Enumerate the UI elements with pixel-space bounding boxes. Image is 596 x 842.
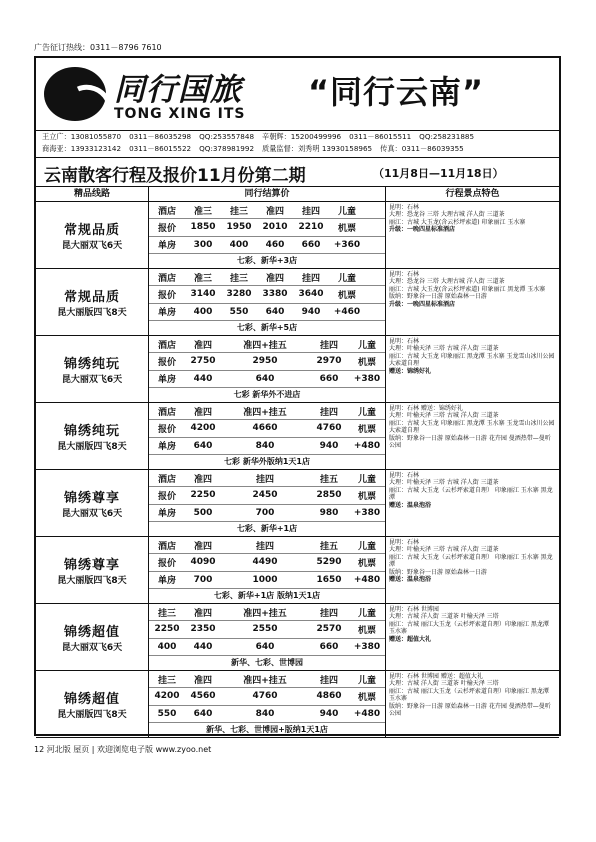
price-col-label: 准四+挂五 xyxy=(243,608,287,619)
price-cell xyxy=(149,671,386,737)
price-header-row xyxy=(149,269,385,286)
price-value: 640 xyxy=(193,440,213,451)
route-subtitle: 昆大丽双飞6天 xyxy=(61,509,123,519)
price-col-label: 挂四 xyxy=(301,206,320,217)
price-value: 4760 xyxy=(316,423,342,434)
price-row xyxy=(149,353,385,370)
price-value: 单房 xyxy=(157,241,176,252)
price-cell xyxy=(149,604,386,670)
sight-line: 赠送：锦绣好礼 xyxy=(389,367,432,375)
price-value: +480 xyxy=(353,574,381,585)
price-row xyxy=(149,371,385,388)
ad-header xyxy=(36,58,559,131)
price-value: 机票 xyxy=(337,290,356,301)
price-value: 机票 xyxy=(357,491,376,502)
price-value: 640 xyxy=(255,641,275,652)
price-value: 5290 xyxy=(316,557,342,568)
route-name-cell xyxy=(36,604,149,670)
route-row xyxy=(36,537,559,604)
sight-line: 升级：一晚四星标准酒店 xyxy=(389,300,456,308)
sights-cell xyxy=(386,671,559,737)
ad-hotline: 广告征订热线：0311－8796 7610 xyxy=(34,43,162,52)
shopping-note: 七彩、新华+1店 版纳1天1店 xyxy=(213,590,321,600)
price-value: 1850 xyxy=(190,222,216,233)
price-header-row xyxy=(149,403,385,420)
price-col-label: 挂四 xyxy=(255,541,274,552)
sight-line: 大理：叶榆天泽 三塔 古城 洋人街 三道茶 xyxy=(389,479,499,487)
price-col-label: 挂四 xyxy=(255,474,274,485)
route-row xyxy=(36,202,559,269)
sight-line: 大理：古城 洋人街 三道茶 叶榆天泽 三塔 xyxy=(389,680,499,688)
price-value: 640 xyxy=(255,373,275,384)
price-row xyxy=(149,438,385,455)
price-value: 3140 xyxy=(190,289,216,300)
price-value: 940 xyxy=(301,306,321,317)
route-name-cell xyxy=(36,537,149,603)
price-value: 4490 xyxy=(252,557,278,568)
sight-line: 昆明：石林 xyxy=(389,472,420,479)
header-routes: 精品线路 xyxy=(36,187,149,201)
route-name: 锦绣纯玩 xyxy=(63,424,120,439)
price-value: 2570 xyxy=(316,624,342,635)
sight-line: 昆明：石林 xyxy=(389,539,420,546)
sights-cell xyxy=(386,537,559,603)
price-col-label: 挂三 xyxy=(157,608,176,619)
sight-line: 赠送：温泉泡浴 xyxy=(389,576,432,584)
sight-line: 昆明：石林 世博园 赠送：超值大礼 xyxy=(389,673,483,680)
table-header xyxy=(36,187,559,202)
price-header-row xyxy=(149,671,385,688)
price-col-label: 儿童 xyxy=(357,407,376,418)
contact-item: QQ:258231885 xyxy=(419,132,475,141)
date-range: （11月8日—11月18日） xyxy=(373,167,504,180)
route-row xyxy=(36,470,559,537)
price-value: 460 xyxy=(265,239,285,250)
contact-line xyxy=(42,143,559,155)
slogan: “同行云南” xyxy=(308,73,485,111)
price-value: 550 xyxy=(229,306,249,317)
route-name-cell xyxy=(36,336,149,402)
price-value: 报价 xyxy=(157,558,176,569)
route-name-cell xyxy=(36,671,149,737)
route-subtitle: 昆大丽双飞6天 xyxy=(61,241,123,251)
price-col-label: 儿童 xyxy=(357,608,376,619)
price-header-row xyxy=(149,537,385,554)
price-col-label: 儿童 xyxy=(337,273,356,284)
header-prices: 同行结算价 xyxy=(149,187,386,201)
price-col-label: 酒店 xyxy=(157,407,176,418)
sight-line: 丽江：古城 大玉龙 印象丽江 黑龙潭 玉水寨 玉龙雪山冰川公园大索道自理 xyxy=(389,419,555,435)
price-col-label: 儿童 xyxy=(337,206,356,217)
price-row xyxy=(149,487,385,504)
sight-line: 赠送：温泉泡浴 xyxy=(389,501,432,509)
price-value: 400 xyxy=(193,306,213,317)
price-value: 640 xyxy=(193,708,213,719)
price-value: 单房 xyxy=(157,442,176,453)
price-value: 报价 xyxy=(157,290,176,301)
price-cell xyxy=(149,403,386,469)
price-value: 940 xyxy=(319,708,339,719)
price-value: 500 xyxy=(193,507,213,518)
price-row xyxy=(149,219,385,236)
shopping-note: 七彩、新华+3店 xyxy=(236,255,298,265)
price-value: 3280 xyxy=(226,289,252,300)
sight-line: 丽江：古城 丽江大玉龙（云杉坪索道自理）印象丽江 黑龙潭 玉水寨 xyxy=(389,620,549,636)
price-col-label: 儿童 xyxy=(357,340,376,351)
sight-line: 大理：恐龙谷 三塔 大理古城 洋人街 三道茶 xyxy=(389,211,505,219)
route-subtitle: 昆大丽版四飞8天 xyxy=(57,308,127,318)
sights-cell xyxy=(386,403,559,469)
route-row xyxy=(36,403,559,470)
price-value: 1650 xyxy=(316,574,342,585)
price-value: +360 xyxy=(333,239,361,250)
route-subtitle: 昆大丽版四飞8天 xyxy=(57,710,127,720)
price-value: 660 xyxy=(319,641,339,652)
page-footer: 12 河北版 屋页 | 欢迎浏览电子版 www.zyoo.net xyxy=(34,745,212,754)
price-col-label: 准四 xyxy=(193,474,212,485)
contact-item: 0311－86035298 xyxy=(129,132,192,141)
price-value: 2750 xyxy=(190,356,216,367)
route-name-cell xyxy=(36,269,149,335)
contact-line xyxy=(42,131,559,143)
sights-cell xyxy=(386,336,559,402)
price-col-label: 挂四 xyxy=(319,407,338,418)
shopping-note: 七彩、新华+1店 xyxy=(236,523,298,533)
sight-line: 大理：叶榆天泽 三塔 古城 洋人街 三道茶 xyxy=(389,412,499,420)
price-value: 4860 xyxy=(316,691,342,702)
price-col-label: 挂三 xyxy=(157,675,176,686)
price-row xyxy=(149,304,385,321)
price-value: 机票 xyxy=(357,625,376,636)
price-value: 单房 xyxy=(157,576,176,587)
price-row xyxy=(149,420,385,437)
sight-line: 赠送：超值大礼 xyxy=(389,635,432,643)
price-value: 660 xyxy=(319,373,339,384)
price-value: 640 xyxy=(265,306,285,317)
sight-line: 丽江：古城 大玉龙(含云杉坪索道) 印象丽江 黑龙潭 玉水寨 xyxy=(389,285,546,293)
sight-line: 昆明：石林 世博园 xyxy=(389,606,439,613)
price-value: 机票 xyxy=(357,424,376,435)
price-row xyxy=(149,505,385,522)
contact-item: 0311－86015511 xyxy=(349,132,412,141)
sight-line: 昆明：石林 xyxy=(389,204,420,211)
price-row xyxy=(149,639,385,656)
price-value: 2550 xyxy=(252,624,278,635)
price-value: 2850 xyxy=(316,490,342,501)
price-col-label: 准三 xyxy=(193,273,212,284)
price-value: 1000 xyxy=(252,574,278,585)
price-value: 2350 xyxy=(190,624,216,635)
price-value: 1950 xyxy=(226,222,252,233)
sight-line: 升级：一晚四星标准酒店 xyxy=(389,226,456,234)
contact-item: QQ:253557848 xyxy=(199,132,255,141)
price-value: 4090 xyxy=(190,557,216,568)
price-row xyxy=(149,572,385,589)
price-value: 700 xyxy=(255,507,275,518)
sight-line: 丽江：古城 大玉龙（云杉坪索道自理） 印象丽江 玉水寨 黑龙潭 xyxy=(389,486,553,502)
price-col-label: 准四 xyxy=(265,273,284,284)
page-title: 云南散客行程及报价11月份第二期 xyxy=(44,166,306,186)
price-value: 940 xyxy=(319,440,339,451)
price-col-label: 挂四 xyxy=(319,675,338,686)
price-cell xyxy=(149,470,386,536)
price-value: +480 xyxy=(353,440,381,451)
price-value: +460 xyxy=(333,306,361,317)
sight-line: 昆明：石林 xyxy=(389,271,420,278)
price-col-label: 准四 xyxy=(193,675,212,686)
price-value: 2970 xyxy=(316,356,342,367)
contact-item: 辛朝辉：15200499996 xyxy=(262,132,342,141)
price-row xyxy=(149,286,385,303)
price-value: 660 xyxy=(301,239,321,250)
price-col-label: 准四 xyxy=(193,340,212,351)
price-value: 4760 xyxy=(252,691,278,702)
ad-frame xyxy=(34,56,561,736)
price-value: 单房 xyxy=(157,509,176,520)
contact-item: 王立广：13081055870 xyxy=(42,132,122,141)
price-value: 2450 xyxy=(252,490,278,501)
price-value: +380 xyxy=(353,641,381,652)
price-value: 机票 xyxy=(357,558,376,569)
price-value: 报价 xyxy=(157,424,176,435)
price-cell xyxy=(149,269,386,335)
price-header-row xyxy=(149,202,385,219)
price-value: 840 xyxy=(255,440,275,451)
price-value: 4200 xyxy=(190,423,216,434)
price-value: 3380 xyxy=(262,289,288,300)
price-value: 400 xyxy=(157,641,177,652)
price-col-label: 儿童 xyxy=(357,541,376,552)
price-cell xyxy=(149,202,386,268)
price-header-row xyxy=(149,604,385,621)
price-row xyxy=(149,554,385,571)
price-value: 440 xyxy=(193,373,213,384)
sight-line: 丽江：古城 丽江大玉龙（云杉坪索道自理）印象丽江 黑龙潭 玉水寨 xyxy=(389,687,549,703)
route-name-cell xyxy=(36,470,149,536)
price-value: 2210 xyxy=(298,222,324,233)
price-col-label: 挂五 xyxy=(319,541,338,552)
sight-line: 丽江：古城 大玉龙(含云杉坪索道) 印象丽江 玉水寨 xyxy=(389,218,526,226)
sight-line: 大理：叶榆天泽 三塔 古城 洋人街 三道茶 xyxy=(389,345,499,353)
sight-line: 丽江：古城 大玉龙（云杉坪索道自理） 印象丽江 玉水寨 黑龙潭 xyxy=(389,553,553,569)
price-value: 机票 xyxy=(337,223,356,234)
price-col-label: 挂三 xyxy=(229,273,248,284)
price-cell xyxy=(149,336,386,402)
route-name-cell xyxy=(36,403,149,469)
price-row xyxy=(149,621,385,638)
price-col-label: 准四+挂五 xyxy=(243,407,287,418)
shopping-note: 七彩 新华外版纳1天1店 xyxy=(224,456,310,466)
price-value: 机票 xyxy=(357,357,376,368)
route-row xyxy=(36,269,559,336)
sight-line: 版纳：野象谷一日游 原始森林一日游 花卉园 曼洒热带—曼听公园 xyxy=(389,702,551,718)
contact-item: 商海亚：13933123142 xyxy=(42,144,122,153)
price-cell xyxy=(149,537,386,603)
price-value: 4560 xyxy=(190,691,216,702)
sight-line: 版纳：野象谷一日游 原始森林一日游 xyxy=(389,293,487,301)
route-row xyxy=(36,671,559,738)
price-col-label: 准四 xyxy=(193,407,212,418)
brand-name-en: TONG XING ITS xyxy=(114,106,246,122)
shopping-note: 新华、七彩、世博园 xyxy=(231,657,303,667)
price-col-label: 准四 xyxy=(193,541,212,552)
contact-item: 质量监督：刘秀明 13930158965 xyxy=(262,144,373,153)
shopping-note: 新华、七彩、世博园+版纳1天1店 xyxy=(206,724,328,734)
price-value: +480 xyxy=(353,708,381,719)
price-value: 单房 xyxy=(157,375,176,386)
price-value: 3640 xyxy=(298,289,324,300)
price-value: 4660 xyxy=(252,423,278,434)
company-logo-icon xyxy=(44,67,106,121)
price-col-label: 挂四 xyxy=(301,273,320,284)
price-col-label: 酒店 xyxy=(157,541,176,552)
price-value: 2250 xyxy=(190,490,216,501)
price-value: 2250 xyxy=(154,624,180,635)
price-value: +380 xyxy=(353,507,381,518)
shopping-note: 七彩、新华+5店 xyxy=(236,322,298,332)
sights-cell xyxy=(386,269,559,335)
price-col-label: 准四+挂五 xyxy=(243,340,287,351)
price-value: 550 xyxy=(157,708,177,719)
sight-line: 丽江：古城 大玉龙 印象丽江 黑龙潭 玉水寨 玉龙雪山冰川公园大索道自理 xyxy=(389,352,555,368)
route-name: 锦绣超值 xyxy=(63,625,120,640)
route-subtitle: 昆大丽版四飞8天 xyxy=(57,576,127,586)
price-col-label: 酒店 xyxy=(157,340,176,351)
route-row xyxy=(36,604,559,671)
route-row xyxy=(36,336,559,403)
price-value: 机票 xyxy=(357,692,376,703)
title-row xyxy=(36,158,559,187)
sight-line: 昆明：石林 xyxy=(389,338,420,345)
sight-line: 大理：叶榆天泽 三塔 古城 洋人街 三道茶 xyxy=(389,546,499,554)
contact-item: 0311－86015522 xyxy=(129,144,192,153)
route-name-cell xyxy=(36,202,149,268)
sights-cell xyxy=(386,202,559,268)
contact-item: QQ:378981992 xyxy=(199,144,255,153)
header-sights: 行程景点特色 xyxy=(445,189,500,199)
price-col-label: 酒店 xyxy=(157,273,176,284)
price-value: 报价 xyxy=(157,491,176,502)
route-name: 锦绣尊享 xyxy=(63,558,120,573)
contact-item: 传真：0311－86039355 xyxy=(380,144,464,153)
price-row xyxy=(149,706,385,723)
route-name: 锦绣尊享 xyxy=(63,491,120,506)
price-col-label: 准三 xyxy=(193,206,212,217)
price-value: 报价 xyxy=(157,357,176,368)
price-value: 4200 xyxy=(154,691,180,702)
price-col-label: 儿童 xyxy=(357,474,376,485)
price-value: 2950 xyxy=(252,356,278,367)
sight-line: 昆明：石林 赠送：锦绣好礼 xyxy=(389,405,463,412)
price-value: 840 xyxy=(255,708,275,719)
price-value: 报价 xyxy=(157,223,176,234)
price-value: 700 xyxy=(193,574,213,585)
price-col-label: 酒店 xyxy=(157,474,176,485)
price-header-row xyxy=(149,336,385,353)
price-col-label: 挂五 xyxy=(319,474,338,485)
sight-line: 大理：恐龙谷 三塔 大理古城 洋人街 三道茶 xyxy=(389,278,505,286)
price-value: 单房 xyxy=(157,308,176,319)
route-subtitle: 昆大丽双飞6天 xyxy=(61,643,123,653)
route-subtitle: 昆大丽双飞6天 xyxy=(61,375,123,385)
price-value: 300 xyxy=(193,239,213,250)
price-col-label: 挂四 xyxy=(319,608,338,619)
price-row xyxy=(149,237,385,254)
route-name: 常规品质 xyxy=(63,223,120,238)
price-col-label: 儿童 xyxy=(357,675,376,686)
price-col-label: 准四 xyxy=(265,206,284,217)
price-value: 440 xyxy=(193,641,213,652)
sights-cell xyxy=(386,470,559,536)
price-row xyxy=(149,688,385,705)
price-col-label: 准四+挂五 xyxy=(243,675,287,686)
brand-name-cn: 同行国旅 xyxy=(114,72,242,108)
price-col-label: 挂四 xyxy=(319,340,338,351)
price-value: 980 xyxy=(319,507,339,518)
price-value: +380 xyxy=(353,373,381,384)
sight-line: 大理：古城 洋人街 三道茶 叶榆天泽 三塔 xyxy=(389,613,499,621)
route-name: 锦绣超值 xyxy=(63,692,120,707)
price-col-label: 挂三 xyxy=(229,206,248,217)
price-col-label: 准四 xyxy=(193,608,212,619)
route-name: 锦绣纯玩 xyxy=(63,357,120,372)
sight-line: 版纳：野象谷一日游 原始森林一日游 花卉园 曼洒热带—曼听公园 xyxy=(389,434,551,450)
price-header-row xyxy=(149,470,385,487)
sights-cell xyxy=(386,604,559,670)
price-value: 400 xyxy=(229,239,249,250)
sight-line: 版纳：野象谷一日游 原始森林一日游 xyxy=(389,568,487,576)
shopping-note: 七彩 新华外不进店 xyxy=(233,389,301,399)
route-list xyxy=(36,202,559,738)
route-subtitle: 昆大丽版四飞8天 xyxy=(57,442,127,452)
price-value: 2010 xyxy=(262,222,288,233)
price-col-label: 酒店 xyxy=(157,206,176,217)
route-name: 常规品质 xyxy=(63,290,120,305)
contact-block xyxy=(36,131,559,158)
